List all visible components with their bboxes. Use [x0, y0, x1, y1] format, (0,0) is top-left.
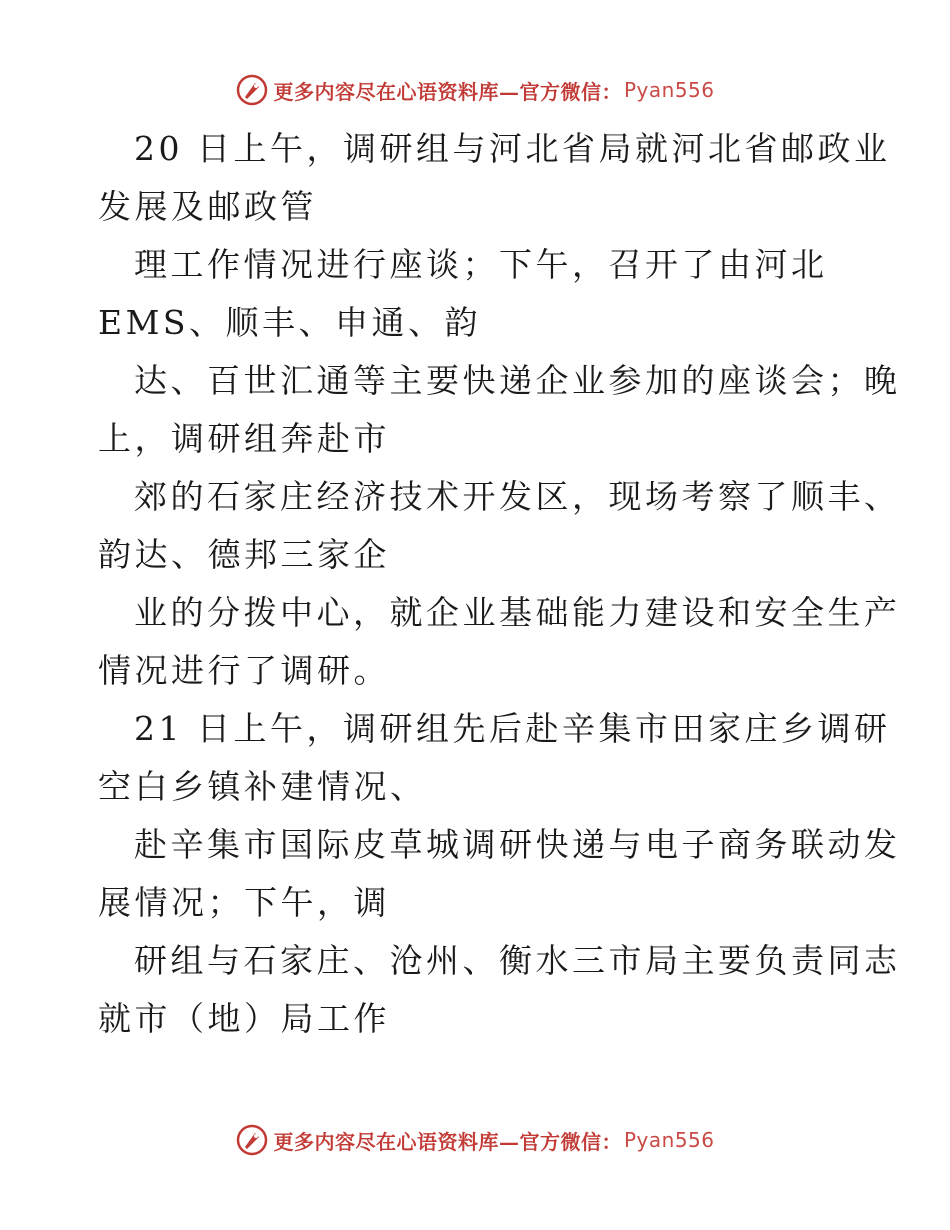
paragraph-line: 情况进行了调研。: [98, 651, 390, 690]
paragraph-line: 展情况；下午，调: [98, 883, 390, 922]
paragraph-line: EMS、顺丰、申通、韵: [98, 303, 481, 342]
watermark-wechat-id: Pyan556: [623, 78, 715, 102]
paragraph-line: 韵达、德邦三家企: [98, 535, 390, 574]
paragraph: [98, 816, 901, 932]
paragraph-line: 业的分拨中心，就企业基础能力建设和安全生产: [134, 593, 901, 632]
paragraph-line: 研组与石家庄、沧州、衡水三市局主要负责同志: [134, 941, 901, 980]
paragraph-line: 赴辛集市国际皮草城调研快递与电子商务联动发: [134, 825, 901, 864]
paragraph: [98, 468, 901, 584]
paragraph-line: 理工作情况进行座谈；下午，召开了由河北: [134, 245, 828, 284]
paragraph-line: 达、百世汇通等主要快递企业参加的座谈会；晚: [134, 361, 901, 400]
paragraph-line: 就市（地）局工作: [98, 999, 390, 1038]
paragraph: [98, 584, 901, 700]
watermark-text: 更多内容尽在心语资料库—官方微信：: [273, 79, 622, 104]
paragraph-line: 空白乡镇补建情况、: [98, 767, 427, 806]
paragraph: [98, 932, 901, 1048]
watermark-header: [0, 72, 950, 108]
paragraph-line: 上，调研组奔赴市: [98, 419, 390, 458]
paragraph: [98, 120, 891, 236]
paragraph-line: 20 日上午，调研组与河北省局就河北省邮政业: [134, 129, 891, 168]
watermark-footer: [0, 1122, 950, 1158]
document-body: [98, 120, 901, 1048]
watermark-text: 更多内容尽在心语资料库—官方微信：: [273, 1129, 622, 1154]
paragraph: [98, 352, 901, 468]
paragraph: [98, 700, 891, 816]
paragraph-line: 郊的石家庄经济技术开发区，现场考察了顺丰、: [134, 477, 901, 516]
watermark-wechat-id: Pyan556: [623, 1128, 715, 1152]
paragraph-line: 发展及邮政管: [98, 187, 317, 226]
pen-nib-icon: [235, 1123, 269, 1157]
paragraph: [98, 236, 858, 352]
paragraph-line: 21 日上午，调研组先后赴辛集市田家庄乡调研: [134, 709, 891, 748]
pen-nib-icon: [235, 73, 269, 107]
